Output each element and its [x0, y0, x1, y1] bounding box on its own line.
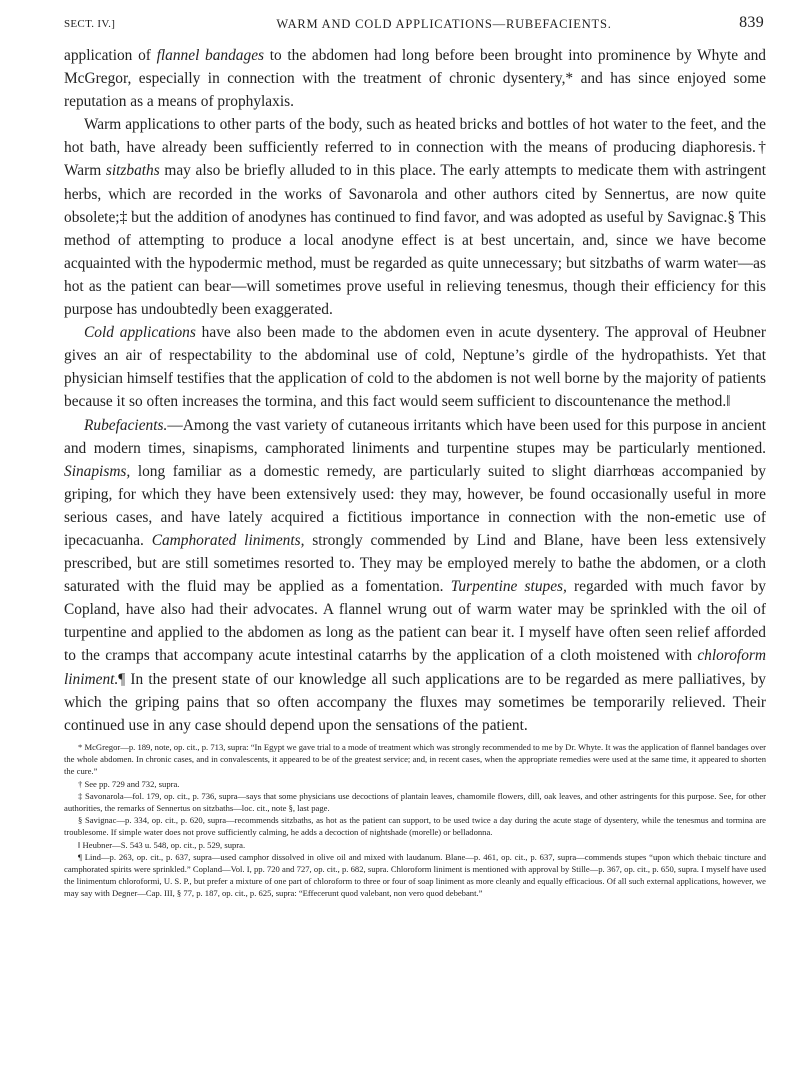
paragraph-flannel-bandages [64, 44, 766, 113]
footnotes [64, 741, 766, 900]
text-run: Warm applications to other parts of the body, such as heated bricks and bottles of hot water to the feet, and the hot bath, have already been sufficiently referred to in connection with the means of producing diaphoresis.† Warm [64, 116, 766, 180]
footnote: § Savignac—p. 334, op. cit., p. 620, supra—recommends sitzbaths, as hot as the patient can support, to be used twice a day during the acute stage of dysentery, while the tenesmus and tormina are troublesome. If simple water does not prove sufficiently calming, he adds a decoction of nightshade (morelle) or belladonna. [64, 815, 766, 838]
footnote: ‡ Savonarola—fol. 179, op. cit., p. 736, supra—says that some physicians use decoctions of plantain leaves, chamomile flowers, dill, oak leaves, and other astringents for this purpose. See, for other authorities, the remarks of Sennertus on sitzbaths—loc. cit., note §, last page. [64, 790, 766, 814]
footnote: ‖ Heubner—S. 543 u. 548, op. cit., p. 529, supra. [78, 839, 246, 850]
italic-term: Camphorated liniments, [151, 531, 305, 549]
italic-term: flannel bandages [156, 47, 265, 64]
italic-term: Cold applications [84, 324, 196, 342]
text-run: —Among the vast variety of cutaneous irritants which have been used for this purpose in ancient and modern times, sinapisms, camphorated liniments and turpentine stupes may be particularly mentioned. [64, 416, 766, 457]
footnote: † See pp. 729 and 732, supra. [78, 778, 180, 789]
paragraph-rubefacients [64, 414, 766, 737]
text-run: long familiar as a domestic remedy, are particularly suited to slight diarrhœas accompanied by griping, for which they have been extensively used: they may, however, be found occasionally useful in more serious cases, and have lately acquired a fictitious importance in connection with the non-emetic use of ipecacuanha. [64, 462, 766, 549]
text-run: may also be briefly alluded to in this place. The early attempts to medicate them with astringent herbs, which are recorded in the works of Savonarola and other authors cited by Sennertus, are now quite obsolete;‡ but the addition of anodynes has continued to find favor, and was adopted as useful by Savignac.§ This method of attempting to produce a local anodyne effect is at best uncertain, and, since we have become acquainted with the hypodermic method, must be regarded as quite unnecessary; but sitzbaths of warm water—as hot as the patient can bear—will sometimes prove useful in relieving tenesmus, though their efficiency for this purpose has undoubtedly been exaggerated. [64, 162, 766, 319]
italic-term: sitzbaths [105, 162, 160, 180]
text-run: ¶ In the present state of our knowledge all such applications are to be regarded as mere palliatives, by which the griping pains that so often accompany the fluxes may sometimes be temporarily relieved. Their continued use in any case should depend upon the sensations of the patient. [64, 670, 766, 734]
main-text [64, 44, 766, 737]
section-label: SECT. IV.] [64, 18, 116, 30]
running-title: WARM AND COLD APPLICATIONS—RUBEFACIENTS. [276, 17, 612, 31]
text-run: application of [64, 47, 157, 64]
italic-term: Rubefacients. [84, 416, 168, 434]
text-run: regarded with much favor by Copland, have also had their advocates. A flannel wrung out of warm water may be sprinkled with the oil of turpentine and applied to the abdomen as long as the patient can bear it. I myself have often seen relief afforded to the cramps that accompany acute intestinal catarrhs by the application of a cloth moistened with [64, 578, 766, 665]
text-run: have also been made to the abdomen even in acute dysentery. The approval of Heubner gives an air of respectability to the abdominal use of cold, Neptune’s girdle of the hydropathists. Yet that physician himself testifies that the application of cold to the abdomen is not well borne by the majority of patients because it so often increases the tormina, and this fact would seem sufficient to discountenance the method.‖ [64, 324, 766, 411]
italic-term: Sinapisms, [64, 462, 131, 480]
text-run: strongly commended by Lind and Blane, have been less extensively prescribed, but are still sometimes resorted to. They may be employed merely to bathe the abdomen, or a cloth saturated with the fluid may be applied as a fomentation. [64, 531, 766, 596]
footnote: ¶ Lind—p. 263, op. cit., p. 637, supra—used camphor dissolved in olive oil and mixed with laudanum. Blane—p. 461, op. cit., p. 637, supra—commends stupes “upon which thebaic tincture and camphorated spirits were sprinkled.” Copland—Vol. I, pp. 720 and 727, op. cit., p. 682, supra. Chloroform liniment is mentioned with approval by Stille—p. 367, op. cit., p. 650, supra. I myself have used the linimentum chloroformi, U. S. P., but prefer a mixture of one part of chloroform to three or four of soap liniment as more cleanly and equally efficacious. Of all such external applications, however, we may say with Degner—Cap. III, § 77, p. 187, op. cit., p. 625, supra: “Effecerunt quod valebant, non vero quod debebant.” [64, 851, 766, 899]
text-run: to the abdomen had long before been brought into prominence by Whyte and McGregor, especially in connection with the treatment of chronic dysentery,* and has since enjoyed some reputation as a means of prophylaxis. [64, 47, 766, 111]
paragraph-cold-applications [64, 321, 766, 413]
footnote: * McGregor—p. 189, note, op. cit., p. 713, supra: “In Egypt we gave trial to a mode of treatment which was strongly recommended to me by Dr. Whyte. It was the application of flannel bandages over the whole abdomen. In chronic cases, and in convalescents, it appeared to be of the greatest service; and, in recent cases, when the appropriate remedies were used at the same time, it appeared to shorten the cure.” [64, 742, 766, 777]
italic-term: Turpentine stupes, [450, 578, 567, 596]
page-number: 839 [739, 14, 764, 31]
italic-term: chloroform liniment. [64, 647, 766, 688]
running-header [64, 14, 764, 36]
paragraph-warm-applications [64, 113, 766, 321]
